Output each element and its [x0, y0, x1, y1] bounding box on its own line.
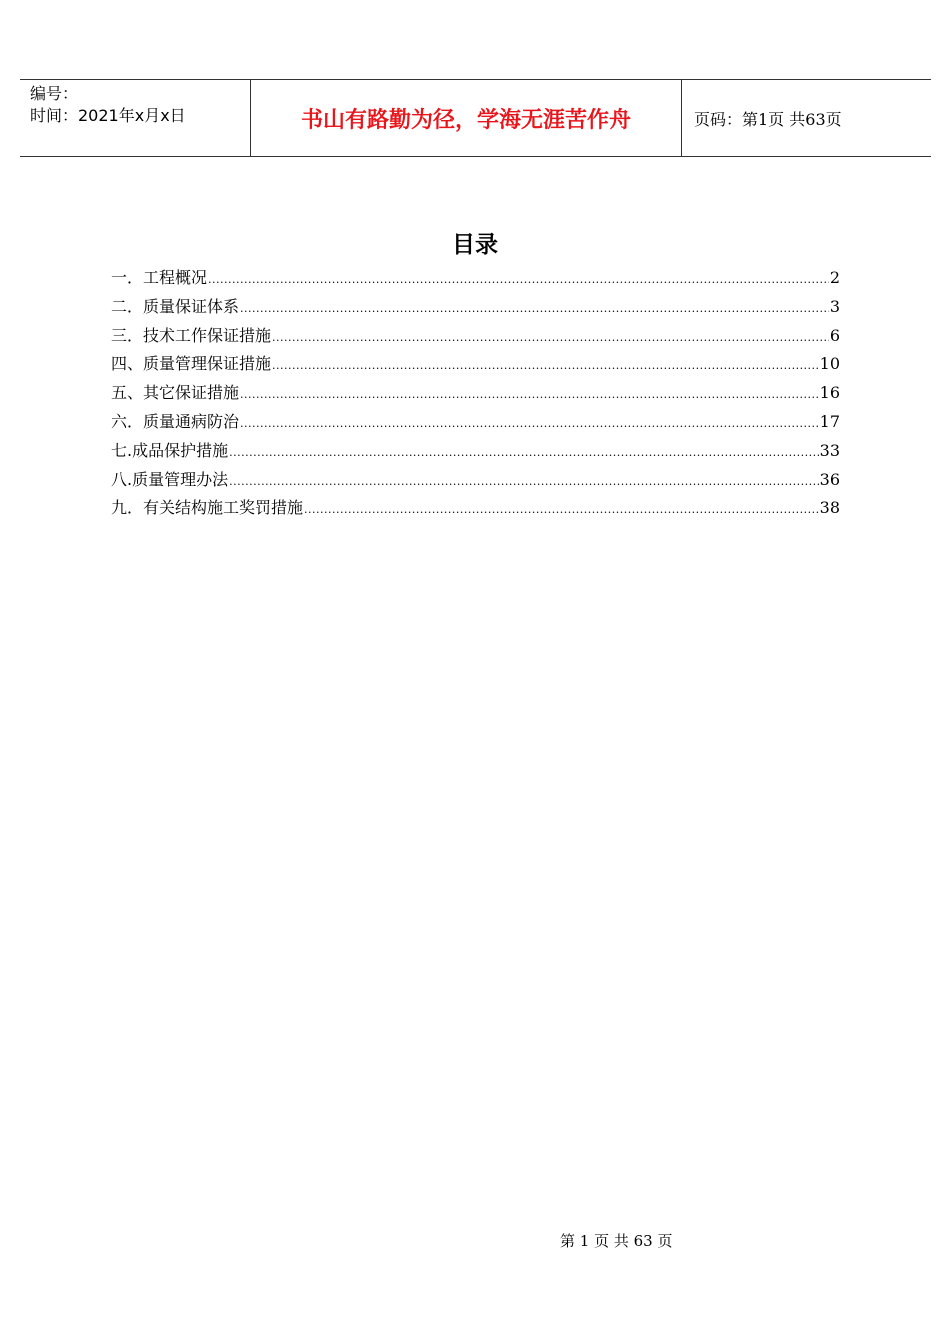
toc-entry-page: 36: [819, 469, 840, 489]
toc-title: 目录: [452, 231, 498, 258]
toc-entry-label: 九．有关结构施工奖罚措施: [111, 498, 304, 518]
document-time-label: 时间：2021年x月x日: [30, 106, 186, 125]
toc-entry[interactable]: [111, 350, 840, 379]
toc-entry[interactable]: [111, 466, 840, 495]
toc-entry-page: 38: [819, 498, 840, 518]
toc-dot-leader: [229, 439, 819, 468]
header-motto-cell: [251, 80, 682, 156]
header-meta-cell: [20, 80, 251, 156]
toc-entry-page: 17: [819, 411, 840, 431]
toc-entry-page: 6: [829, 325, 840, 345]
toc-dot-leader: [229, 468, 819, 497]
toc-entry-page: 33: [819, 440, 840, 460]
toc-entry[interactable]: [111, 293, 840, 322]
table-of-contents: [111, 264, 840, 523]
toc-entry-label: 二．质量保证体系: [111, 296, 240, 316]
toc-dot-leader: [272, 352, 819, 381]
toc-entry[interactable]: [111, 408, 840, 437]
toc-entry-label: 五、其它保证措施: [111, 383, 240, 403]
toc-entry-page: 3: [829, 296, 840, 316]
toc-dot-leader: [240, 381, 819, 410]
toc-entry-page: 10: [819, 354, 840, 374]
toc-entry-label: 一．工程概况: [111, 268, 208, 287]
toc-entry[interactable]: [111, 379, 840, 408]
toc-entry[interactable]: [111, 494, 840, 523]
toc-entry-label: 六．质量通病防治: [111, 411, 240, 431]
header-page-cell: [682, 80, 931, 156]
toc-dot-leader: [240, 295, 829, 324]
header-motto: 书山有路勤为径，学海无涯苦作舟: [300, 107, 631, 133]
document-header: [20, 79, 931, 157]
toc-entry-label: 七.成品保护措施: [111, 440, 229, 460]
toc-entry-page: 16: [819, 383, 840, 403]
header-page-info: 页码：第1页 共63页: [694, 109, 842, 129]
toc-dot-leader: [208, 266, 829, 295]
toc-entry-page: 2: [829, 268, 840, 287]
page-footer: 第 1 页 共 63 页: [560, 1232, 673, 1250]
toc-entry-label: 四、质量管理保证措施: [111, 354, 272, 374]
toc-entry-label: 三．技术工作保证措施: [111, 325, 272, 345]
document-number-label: 编号：: [30, 84, 79, 103]
toc-entry[interactable]: [111, 322, 840, 351]
toc-dot-leader: [272, 324, 829, 353]
toc-entry[interactable]: [111, 264, 840, 293]
toc-dot-leader: [304, 496, 819, 525]
toc-dot-leader: [240, 410, 819, 439]
toc-entry[interactable]: [111, 437, 840, 466]
toc-entry-label: 八.质量管理办法: [111, 469, 229, 489]
